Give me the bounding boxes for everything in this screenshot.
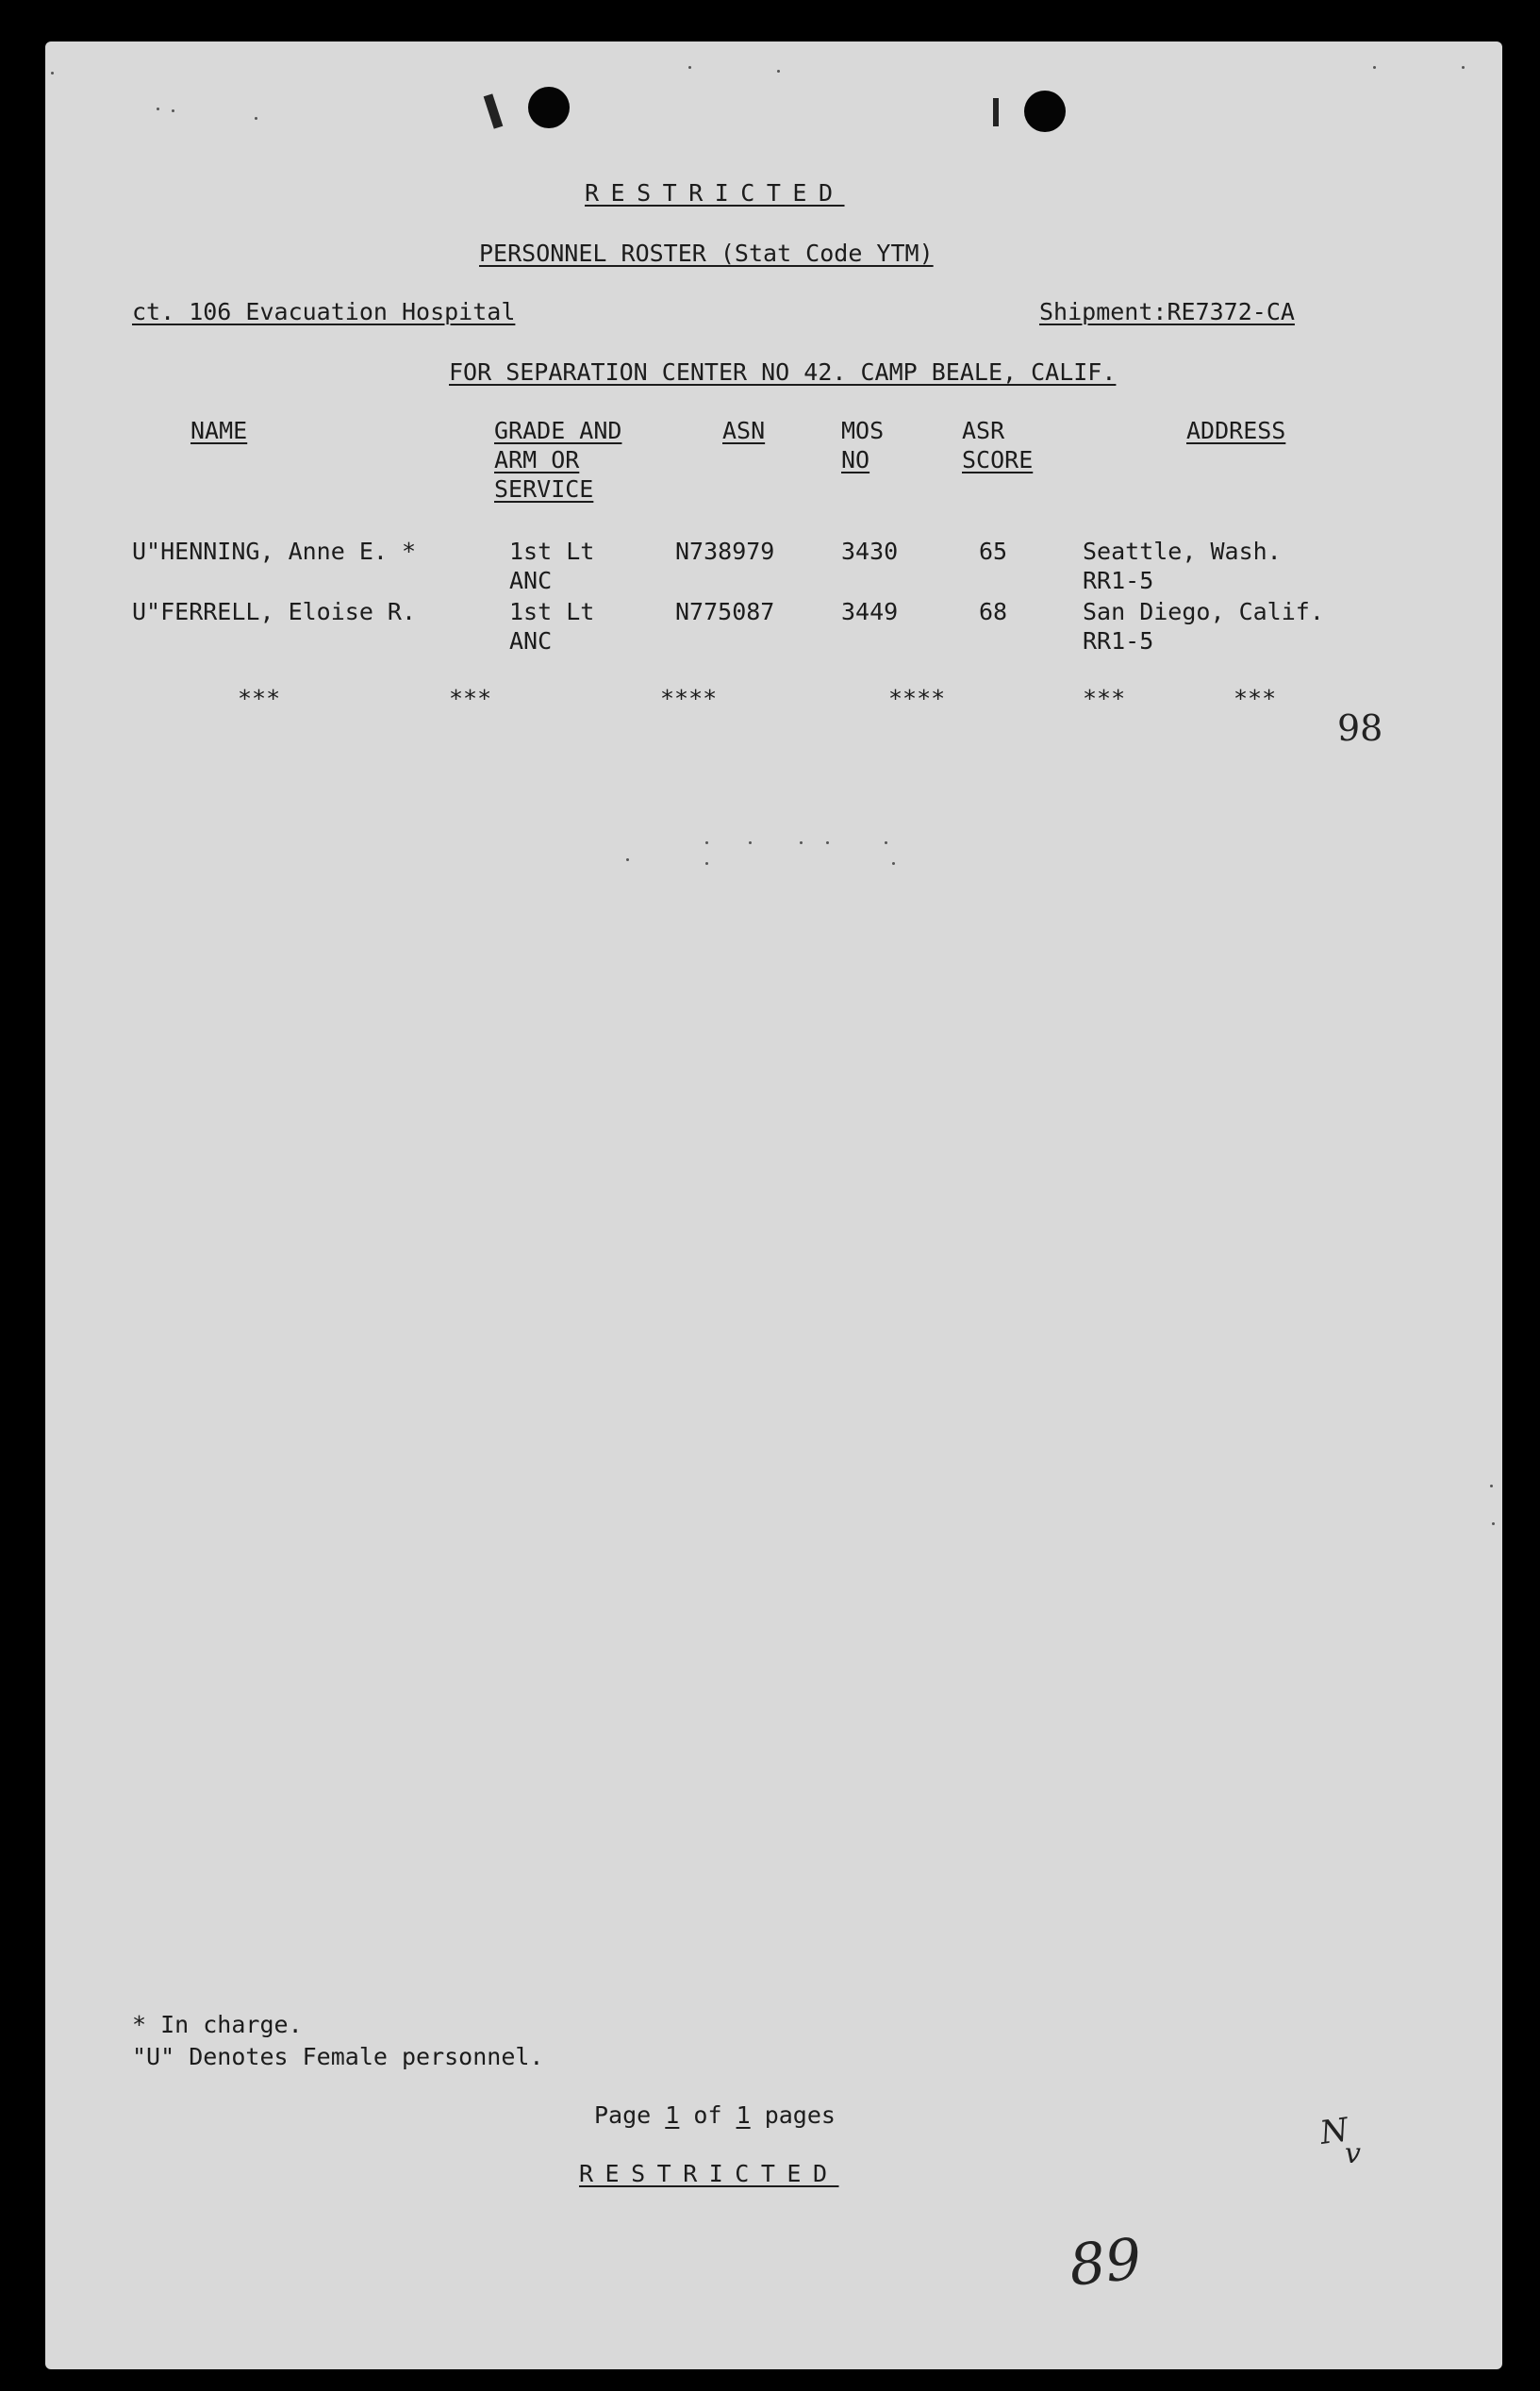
row-2-score: 68 [979, 598, 1008, 625]
speck [1373, 66, 1376, 69]
row-2-address: San Diego, Calif. [1083, 598, 1324, 625]
separator-5: *** [1083, 685, 1126, 712]
speck [1492, 1522, 1495, 1525]
col-header-asr-1: ASR [962, 417, 1005, 444]
speck [800, 841, 803, 844]
footnote-female: "U" Denotes Female personnel. [132, 2043, 544, 2070]
row-1-asn: N738979 [675, 538, 775, 565]
speck [626, 858, 629, 861]
shipment-number: Shipment:RE7372-CA [1039, 298, 1295, 325]
speck [172, 109, 174, 112]
roster-title: PERSONNEL ROSTER (Stat Code YTM) [479, 240, 934, 267]
col-header-mos-1: MOS [841, 417, 885, 444]
handwritten-initials: N [1317, 2111, 1351, 2152]
separator-3: **** [660, 685, 718, 712]
row-1-name: U"HENNING, Anne E. * [132, 538, 417, 565]
row-2-code: RR1-5 [1083, 627, 1154, 655]
speck [255, 117, 257, 120]
col-header-asn: ASN [722, 417, 766, 444]
col-header-grade-3: SERVICE [494, 475, 594, 503]
stamped-number: 98 [1337, 707, 1383, 749]
col-header-name: NAME [190, 417, 248, 444]
speck [688, 66, 691, 69]
speck [885, 841, 887, 844]
hole-tick-left [484, 93, 504, 128]
row-2-mos: 3449 [841, 598, 899, 625]
row-1-score: 65 [979, 538, 1008, 565]
classification-bottom: RESTRICTED [579, 2160, 839, 2187]
speck [157, 108, 159, 110]
row-2-grade: 1st Lt [509, 598, 595, 625]
page-indicator [594, 2101, 836, 2130]
separator-1: *** [238, 685, 281, 712]
row-1-grade: 1st Lt [509, 538, 595, 565]
page-of: of [693, 2101, 722, 2129]
punch-hole-right [1024, 91, 1066, 132]
row-1-mos: 3430 [841, 538, 899, 565]
row-2-arm: ANC [509, 627, 553, 655]
row-2-name: U"FERRELL, Eloise R. [132, 598, 417, 625]
separator-6: *** [1234, 685, 1277, 712]
speck [51, 72, 54, 75]
col-header-grade-2: ARM OR [494, 446, 580, 473]
col-header-grade-1: GRADE AND [494, 417, 622, 444]
footnote-in-charge: * In charge. [132, 2011, 303, 2038]
speck [1462, 66, 1465, 69]
page-prefix: Page [594, 2101, 652, 2129]
classification-top: RESTRICTED [585, 179, 845, 207]
speck [892, 862, 895, 865]
page-number: 1 [665, 2101, 680, 2129]
speck [705, 841, 708, 844]
unit-name: ct. 106 Evacuation Hospital [132, 298, 516, 325]
separator-2: *** [449, 685, 492, 712]
speck [705, 862, 708, 865]
col-header-address: ADDRESS [1186, 417, 1286, 444]
row-1-code: RR1-5 [1083, 567, 1154, 594]
speck [1490, 1485, 1493, 1487]
speck [749, 841, 752, 844]
separator-4: **** [888, 685, 946, 712]
page-total: 1 [736, 2101, 751, 2129]
speck [777, 70, 780, 73]
hole-tick-right [993, 98, 999, 126]
handwritten-initials-2: v [1345, 2137, 1361, 2170]
row-1-address: Seattle, Wash. [1083, 538, 1282, 565]
handwritten-page-number: 89 [1066, 2226, 1145, 2300]
row-2-asn: N775087 [675, 598, 775, 625]
col-header-mos-2: NO [841, 446, 870, 473]
document-page [45, 42, 1502, 2369]
punch-hole-left [528, 87, 570, 128]
col-header-asr-2: SCORE [962, 446, 1034, 473]
speck [826, 841, 829, 844]
destination-line: FOR SEPARATION CENTER NO 42. CAMP BEALE, CALIF. [449, 358, 1117, 386]
row-1-arm: ANC [509, 567, 553, 594]
page-suffix: pages [764, 2101, 836, 2129]
